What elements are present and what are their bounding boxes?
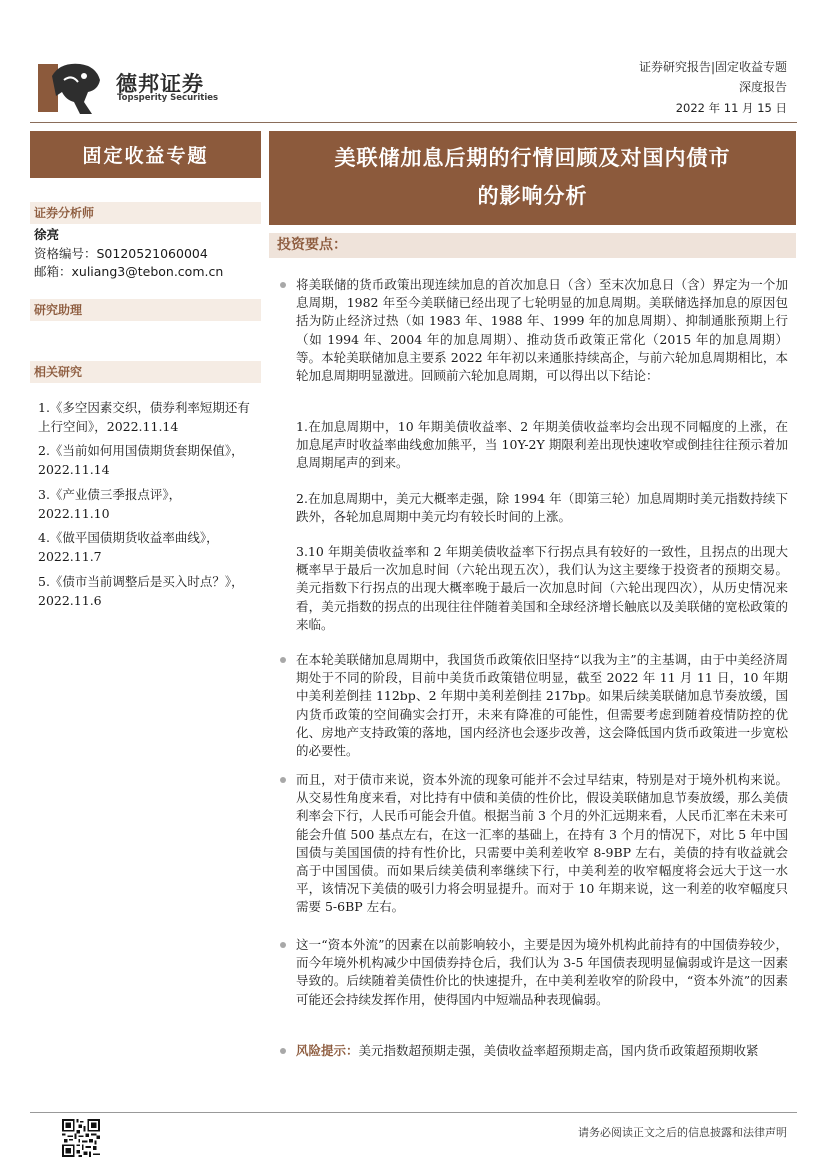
risk-label: 风险提示：: [296, 1043, 359, 1058]
conclusion-2: 2.在加息周期中，美元大概率走强，除 1994 年（即第三轮）加息周期时美元指数持续下跌外，各轮加息周期中美元均有较长时间的上涨。: [296, 491, 788, 525]
bullet-icon: [280, 777, 286, 783]
title-line-2: 的影响分析: [477, 183, 588, 208]
report-type: 证券研究报告|固定收益专题: [638, 60, 787, 74]
title-banner: [269, 131, 796, 225]
analyst-heading: 证券分析师: [30, 202, 261, 224]
related-item[interactable]: 3.《产业债三季报点评》，2022.11.10: [38, 487, 182, 521]
key-points-heading: 投资要点：: [269, 233, 796, 258]
related-item[interactable]: 1.《多空因素交织，债券利率短期还有上行空间》，2022.11.14: [38, 400, 250, 434]
bullet-icon: [280, 1048, 286, 1054]
assistant-heading: 研究助理: [30, 299, 261, 321]
header-divider: [30, 122, 797, 123]
risk-text: 美元指数超预期走强，美债收益率超预期走高，国内货币政策超预期收紧: [358, 1043, 759, 1058]
qr-code-icon: [62, 1119, 100, 1157]
company-logo-icon: [38, 56, 102, 120]
paragraph-intro: 将美联储的货币政策出现连续加息的首次加息日（含）至末次加息日（含）界定为一个加息周期，1982 年至今美联储已经出现了七轮明显的加息周期。美联储选择加息的原因包括为防止经济过热（如 1983 年、1988 年、1999 年的加息周期）、抑制通胀预期上行（如 1994 年、2004 年的加息周期）、推动货币政策正常化（2015 年的加息周期）等。本轮美联储加息主要系 2022 年年初以来通胀持续高企，与前六轮加息周期相比，本轮加息周期明显激进。回顾前六轮加息周期，可以得出以下结论：: [296, 277, 788, 384]
bullet-icon: [280, 282, 286, 288]
related-item[interactable]: 4.《做平国债期货收益率曲线》，2022.11.7: [38, 530, 219, 564]
category-banner: 固定收益专题: [30, 131, 261, 178]
conclusion-1: 1.在加息周期中，10 年期美债收益率、2 年期美债收益率均会出现不同幅度的上涨，在加息尾声时收益率曲线愈加熊平，当 10Y-2Y 期限利差出现快速收窄或倒挂往往预示着加息周期尾声的到来。: [296, 419, 788, 471]
footer-disclaimer: 请务必阅读正文之后的信息披露和法律声明: [578, 1126, 787, 1139]
related-heading: 相关研究: [30, 361, 261, 383]
report-subtype: 深度报告: [738, 80, 787, 94]
conclusion-3: 3.10 年期美债收益率和 2 年期美债收益率下行拐点具有较好的一致性，且拐点的出现大概率早于最后一次加息时间（六轮出现五次），我们认为这主要缘于投资者的预期交易。美元指数下行拐点的出现大概率晚于最后一次加息时间（六轮出现四次），从历史情况来看，美元指数的拐点的出现往往伴随着美国和全球经济增长触底以及美联储的宽松政策的来临。: [296, 544, 788, 632]
analyst-license: 资格编号：S0120521060004: [34, 246, 208, 261]
analyst-email[interactable]: 邮箱：xuliang3@tebon.com.cn: [34, 264, 224, 279]
logo-name-cn: 德邦证券: [116, 72, 204, 96]
related-item[interactable]: 5.《债市当前调整后是买入时点？》，2022.11.6: [38, 574, 244, 608]
risk-warning: [296, 1042, 788, 1060]
paragraph-capital: 而且，对于债市来说，资本外流的现象可能并不会过早结束，特别是对于境外机构来说。从交易性角度来看，对比持有中债和美债的性价比，假设美联储加息节奏放缓，那么美债利率会下行，人民币可能会升值。根据当前 3 个月的外汇远期来看，人民币汇率在未来可能会升值 500 基点左右，在这一汇率的基础上，在持有 3 个月的情况下，对比 5 年中国国债与美国国债的持有性价比，只需要中美利差收窄 8-9BP 左右，美债的持有收益就会高于中国国债。而如果后续美债利率继续下行，中美利差的收窄幅度将会远大于这一水平，该情况下美债的吸引力将会明显提升。而对于 10 年期来说，这一利差的收窄幅度只需要 5-6BP 左右。: [296, 772, 788, 915]
paragraph-outflow: 这一“资本外流”的因素在以前影响较小，主要是因为境外机构此前持有的中国债券较少，而今年境外机构减少中国债券持仓后，我们认为 3-5 年国债表现明显偏弱或许是这一因素导致的。后续随着美债性价比的快速提升，在中美利差收窄的阶段中，“资本外流”的因素可能还会持续发挥作用，使得国内中短端品种表现偏弱。: [296, 937, 788, 1007]
report-date: 2022 年 11 月 15 日: [675, 101, 787, 115]
bullet-icon: [280, 657, 286, 663]
related-item[interactable]: 2.《当前如何用国债期货套期保值》，2022.11.14: [38, 443, 244, 477]
analyst-name: 徐亮: [34, 227, 60, 242]
title-line-1: 美联储加息后期的行情回顾及对国内债市: [334, 145, 731, 170]
paragraph-policy: 在本轮美联储加息周期中，我国货币政策依旧坚持“以我为主”的主基调，由于中美经济周期处于不同的阶段，目前中美货币政策错位明显，截至 2022 年 11 月 11 日，10 年期中美利差倒挂 112bp、2 年期中美利差倒挂 217bp。如果后续美联储加息节奏放缓，国内货币政策的空间确实会打开，未来有降准的可能性，但需要考虑到随着疫情防控的优化、房地产支持政策的落地，国内经济也会逐步改善，这会降低国内货币政策进一步宽松的必要性。: [296, 652, 788, 759]
bullet-icon: [280, 942, 286, 948]
logo-name-en: Topsperity Securities: [117, 93, 219, 103]
footer-divider: [30, 1112, 797, 1113]
